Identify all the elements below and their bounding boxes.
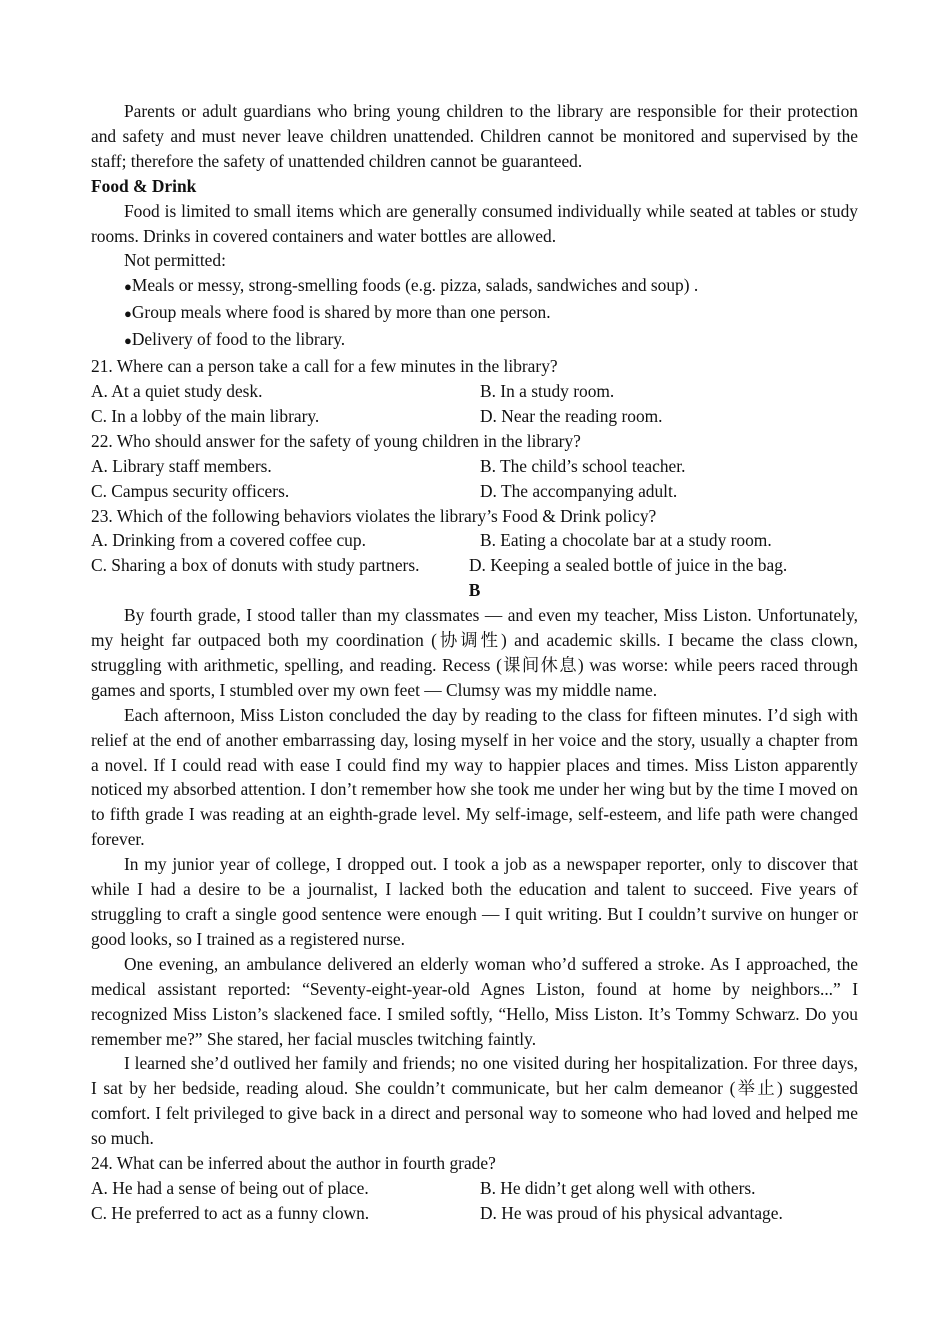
paragraph-food-policy: Food is limited to small items which are generally consumed individually while seated at tables or study rooms. Drinks in covered containers and water bottles are allowed. bbox=[91, 200, 858, 246]
option-d: D. Keeping a sealed bottle of juice in the bag. bbox=[469, 555, 788, 576]
paragraph-children-safety: Parents or adult guardians who bring young children to the library are responsible for their protection and safety and must never leave children unattended. Children cannot be monitored and supervised by the staff; therefore the safety of unattended children cannot be guaranteed. bbox=[91, 101, 858, 171]
section-label-b: B bbox=[468, 580, 481, 601]
not-permitted-item: ● Group meals where food is shared by more than one person. bbox=[91, 300, 858, 327]
option-b: B. The child’s school teacher. bbox=[480, 455, 686, 476]
option-a: A. Drinking from a covered coffee cup. bbox=[91, 530, 366, 551]
option-b: B. Eating a chocolate bar at a study room. bbox=[480, 530, 772, 551]
passage-b-paragraph-2: Each afternoon, Miss Liston concluded the day by reading to the class for fifteen minutes. I’d sigh with relief at the end of another embarrassing day, losing myself in her voice and the story, usually a chapter from a novel. If I could read with ease I could find my way to happier places and times. Miss Liston apparently noticed my absorbed attention. I don’t remember how she took me under her wing but by the time I moved on to fifth grade I was reading at an eighth-grade level. My self-image, self-esteem, and life path were changed forever. bbox=[91, 704, 858, 850]
option-d: D. The accompanying adult. bbox=[480, 480, 678, 501]
question-23-options bbox=[91, 528, 858, 578]
option-c: C. Campus security officers. bbox=[91, 480, 290, 501]
bullet-icon bbox=[124, 275, 132, 295]
question-22-options bbox=[91, 454, 858, 504]
option-c: C. He preferred to act as a funny clown. bbox=[91, 1202, 370, 1223]
not-permitted-item: ● Meals or messy, strong-smelling foods (e.g. pizza, salads, sandwiches and soup) . bbox=[91, 273, 858, 300]
not-permitted-label: Not permitted: bbox=[124, 250, 226, 271]
option-a: A. Library staff members. bbox=[91, 455, 272, 476]
option-a: A. He had a sense of being out of place. bbox=[91, 1177, 369, 1198]
option-b: B. He didn’t get along well with others. bbox=[480, 1177, 756, 1198]
exam-page bbox=[91, 99, 858, 1226]
option-a: A. At a quiet study desk. bbox=[91, 380, 263, 401]
section-heading-food-drink: Food & Drink bbox=[91, 175, 197, 196]
option-d: D. He was proud of his physical advantage. bbox=[480, 1202, 783, 1223]
question-23: 23. Which of the following behaviors violates the library’s Food & Drink policy? bbox=[91, 505, 657, 526]
question-24: 24. What can be inferred about the author in fourth grade? bbox=[91, 1153, 496, 1174]
passage-b-paragraph-4: One evening, an ambulance delivered an elderly woman who’d suffered a stroke. As I approached, the medical assistant reported: “Seventy-eight-year-old Agnes Liston, found at home by neighbors...” I recognized Miss Liston’s slackened face. I smiled softly, “Hello, Miss Liston. It’s Tommy Schwarz. Do you remember me?” She stared, her facial muscles twitching faintly. bbox=[91, 953, 858, 1049]
passage-b-paragraph-1: By fourth grade, I stood taller than my classmates — and even my teacher, Miss Liston. Unfortunately, my height far outpaced both my coordination (协调性) and academic skills. I became the class clown, struggling with arithmetic, spelling, and reading. Recess (课间休息) was worse: while peers raced through games and sports, I stumbled over my own feet — Clumsy was my middle name. bbox=[91, 605, 858, 700]
passage-b-paragraph-3: In my junior year of college, I dropped out. I took a job as a newspaper reporter, only to discover that while I had a desire to be a journalist, I lacked both the education and talent to succeed. Five years of struggling to craft a single good sentence were enough — I quit writing. But I couldn’t survive on hunger or good looks, so I trained as a registered nurse. bbox=[91, 854, 858, 949]
bullet-icon bbox=[124, 302, 132, 322]
question-22: 22. Who should answer for the safety of young children in the library? bbox=[91, 430, 581, 451]
not-permitted-item: ● Delivery of food to the library. bbox=[91, 327, 858, 354]
option-c: C. Sharing a box of donuts with study partners. bbox=[91, 555, 420, 576]
option-c: C. In a lobby of the main library. bbox=[91, 405, 320, 426]
question-24-options bbox=[91, 1176, 858, 1226]
question-21-options bbox=[91, 379, 858, 429]
passage-b-paragraph-5: I learned she’d outlived her family and friends; no one visited during her hospitalization. For three days, I sat by her bedside, reading aloud. She couldn’t communicate, but her calm demeanor (举止) suggested comfort. I felt privileged to give back in a direct and personal way to someone who had loved and helped me so much. bbox=[91, 1053, 858, 1149]
option-d: D. Near the reading room. bbox=[480, 405, 663, 426]
question-21: 21. Where can a person take a call for a few minutes in the library? bbox=[91, 356, 558, 377]
bullet-icon bbox=[124, 329, 132, 349]
option-b: B. In a study room. bbox=[480, 380, 615, 401]
